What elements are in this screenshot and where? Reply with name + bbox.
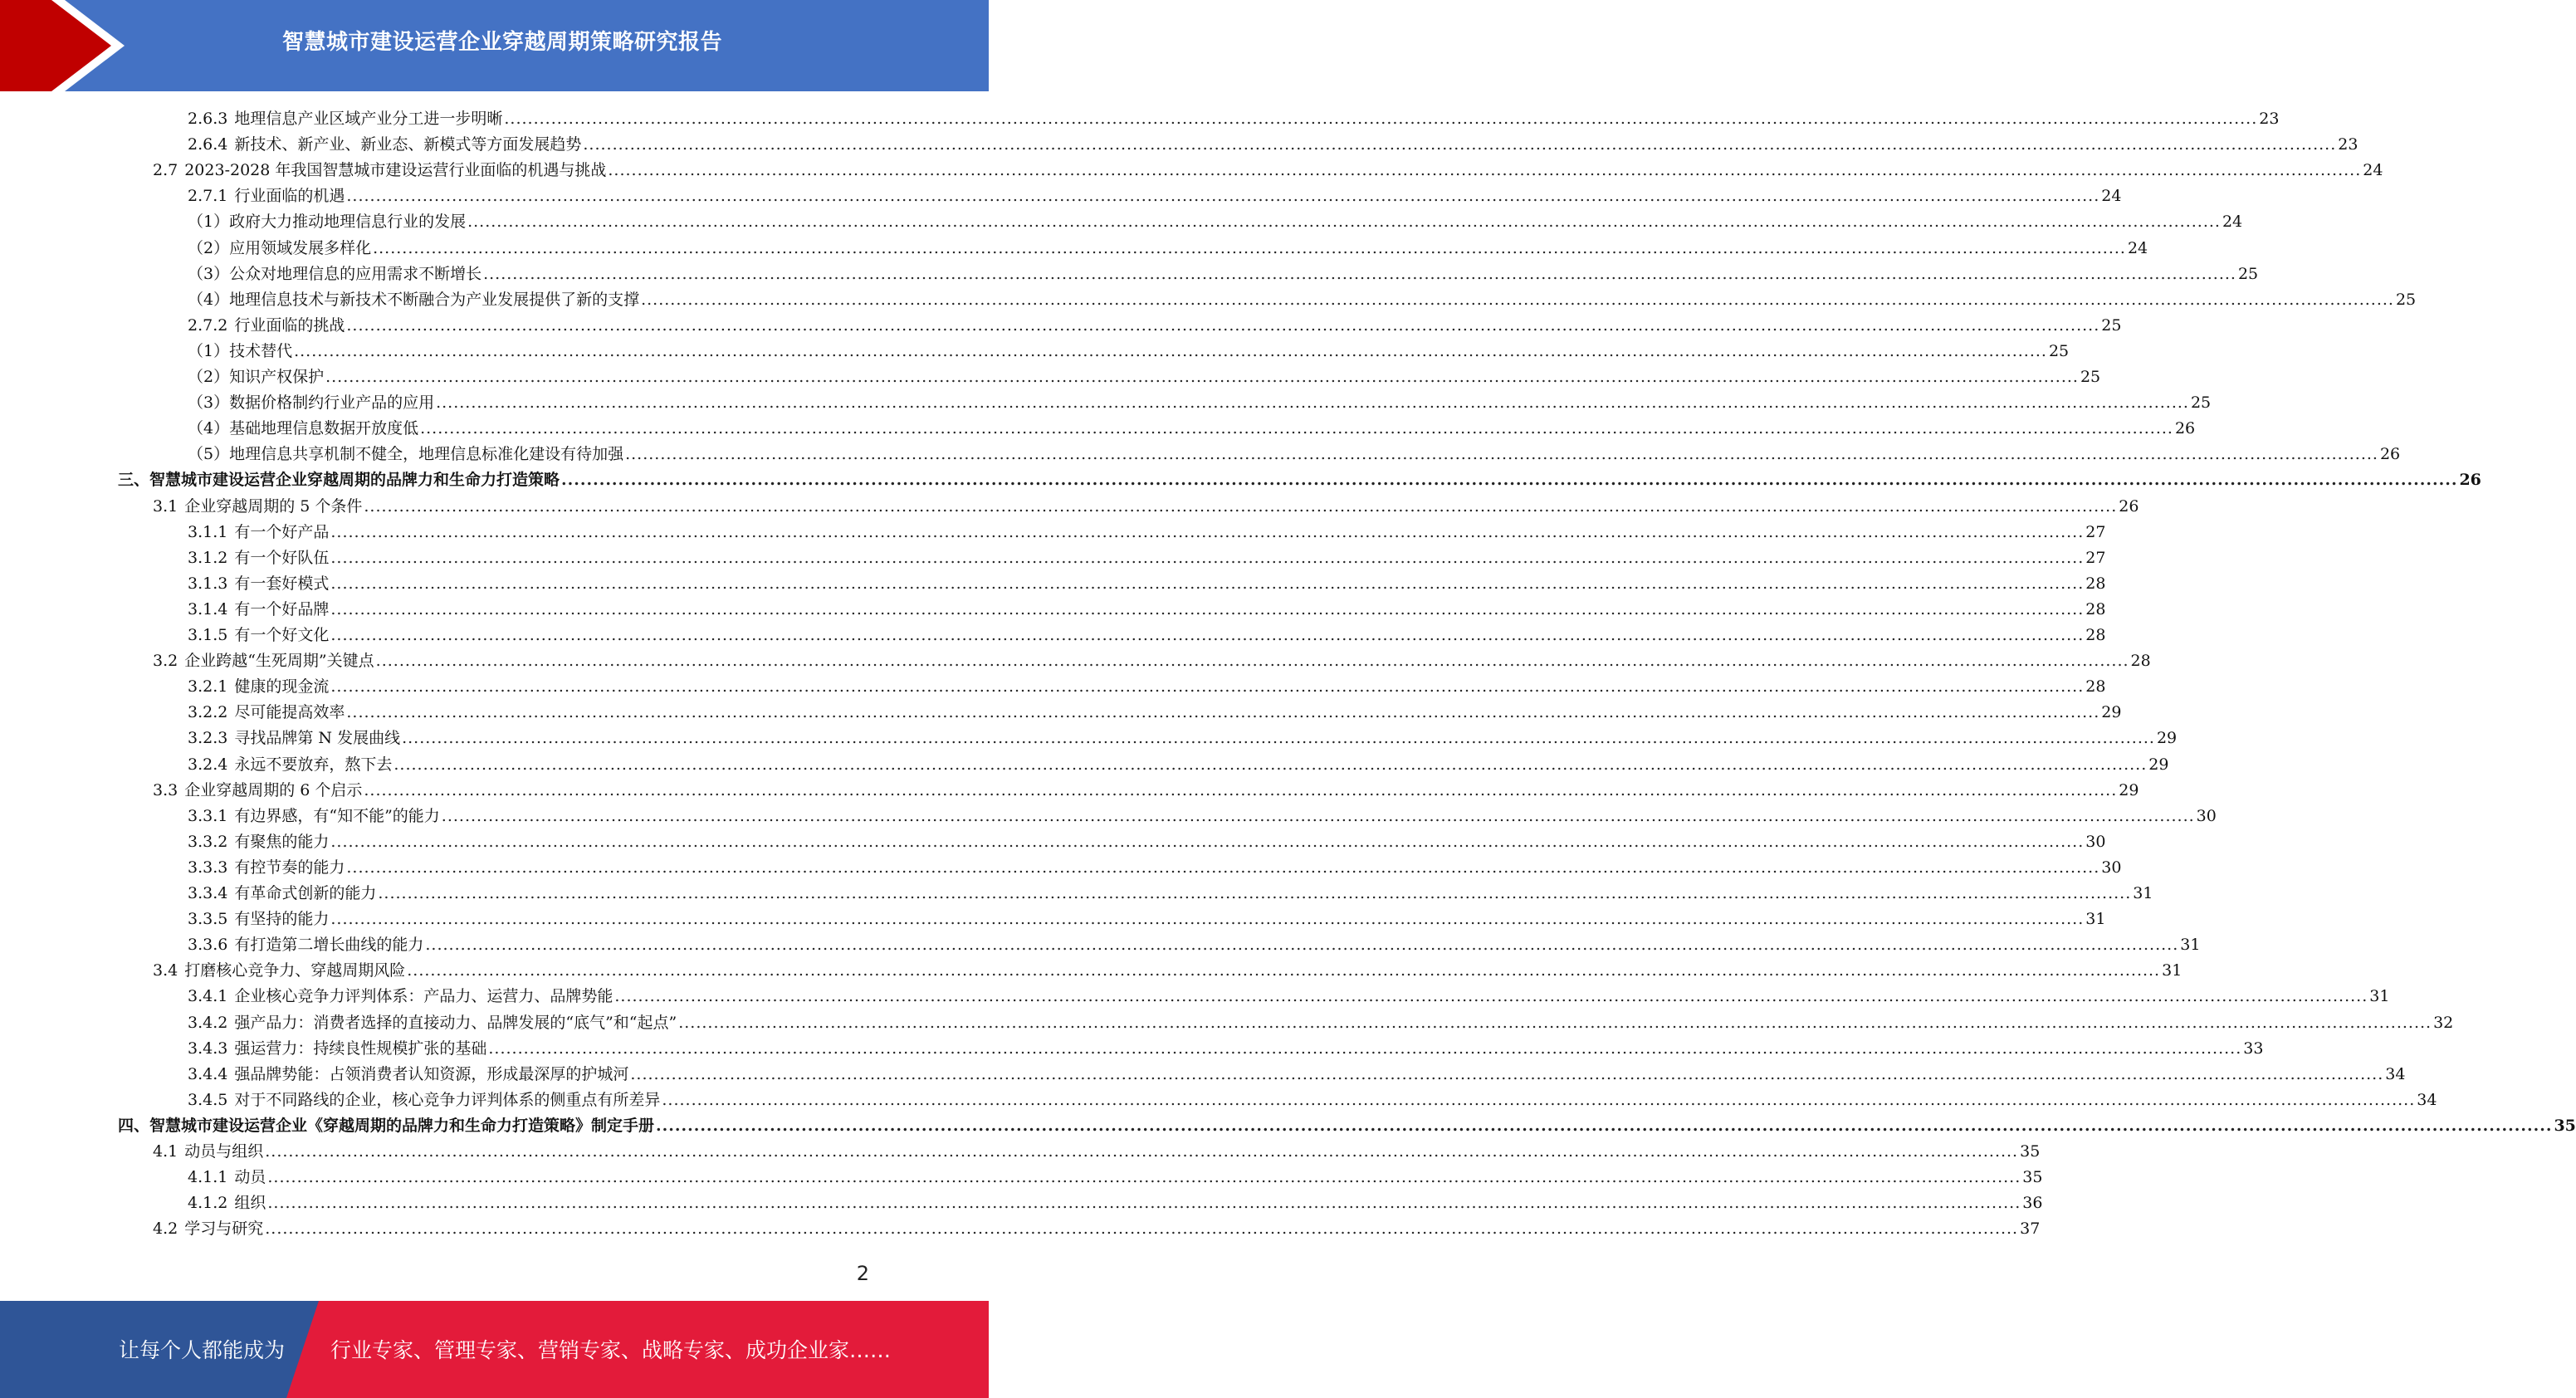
toc-dot-leader: ............................................................................................................................................................................................................................................................................................................: [393, 755, 2148, 774]
toc-entry-number: 3.2: [153, 652, 178, 670]
toc-entry[interactable]: [188, 1062, 2406, 1088]
toc-entry-title: 企业核心竞争力评判体系：产品力、运营力、品牌势能: [234, 987, 613, 1005]
toc-dot-leader: ............................................................................................................................................................................................................................................................................................................: [483, 265, 2236, 283]
toc-entry-page: 24: [2363, 161, 2383, 179]
toc-dot-leader: ............................................................................................................................................................................................................................................................................................................: [330, 523, 2085, 541]
toc-dot-leader: ............................................................................................................................................................................................................................................................................................................: [641, 291, 2394, 309]
toc-entry[interactable]: [188, 597, 2106, 623]
toc-entry[interactable]: [188, 390, 2212, 416]
toc-entry-page: 35: [2022, 1168, 2043, 1186]
toc-entry-title: （1）政府大力推动地理信息行业的发展: [188, 213, 467, 231]
toc-entry-page: 35: [2554, 1117, 2576, 1135]
toc-entry-number: 3.4: [153, 961, 178, 980]
toc-entry-page: 23: [2338, 135, 2358, 154]
toc-entry[interactable]: [188, 752, 2169, 778]
toc-entry-page: 31: [2369, 987, 2390, 1005]
toc-entry-page: 32: [2433, 1014, 2454, 1032]
toc-entry-number: 3.2.4: [188, 755, 228, 774]
toc-entry-title: （1）技术替代: [188, 342, 293, 360]
toc-entry[interactable]: [188, 287, 2417, 313]
toc-entry-title: 动员: [234, 1168, 266, 1186]
toc-entry-title: 三、智慧城市建设运营企业穿越周期的品牌力和生命力打造策略: [118, 471, 560, 489]
toc-entry-page: 34: [2385, 1065, 2406, 1083]
toc-entry-title: 有一个好文化: [234, 626, 330, 644]
toc-dot-leader: ............................................................................................................................................................................................................................................................................................................: [346, 858, 2100, 877]
toc-dot-leader: ............................................................................................................................................................................................................................................................................................................: [608, 161, 2362, 179]
toc-entry[interactable]: [188, 907, 2106, 932]
toc-entry-number: 3.2.3: [188, 729, 228, 747]
toc-entry-title: 有边界感，有“知不能”的能力: [234, 807, 440, 825]
toc-dot-leader: ............................................................................................................................................................................................................................................................................................................: [656, 1117, 2553, 1135]
toc-entry-title: （4）地理信息技术与新技术不断融合为产业发展提供了新的支撑: [188, 291, 640, 309]
toc-entry-page: 33: [2243, 1039, 2264, 1058]
toc-entry-page: 31: [2085, 910, 2106, 928]
toc-dot-leader: ............................................................................................................................................................................................................................................................................................................: [488, 1039, 2242, 1058]
toc-entry-title: 行业面临的挑战: [234, 316, 345, 335]
toc-entry-title: 寻找品牌第 N 发展曲线: [234, 729, 401, 747]
toc-entry-page: 30: [2085, 833, 2106, 851]
toc-entry[interactable]: [188, 442, 2401, 467]
toc-entry-page: 24: [2127, 239, 2148, 257]
toc-entry[interactable]: [188, 183, 2122, 209]
toc-entry[interactable]: [118, 467, 2481, 493]
toc-entry-number: 3.3.2: [188, 833, 228, 851]
toc-entry-page: 37: [2020, 1220, 2041, 1238]
toc-entry-number: 3.2.1: [188, 677, 228, 696]
toc-entry[interactable]: [188, 313, 2122, 339]
toc-entry-title: 行业面临的机遇: [234, 187, 345, 205]
toc-entry[interactable]: [188, 623, 2106, 648]
toc-entry[interactable]: [153, 778, 2139, 804]
toc-entry[interactable]: [188, 1165, 2043, 1190]
toc-entry-page: 25: [2101, 316, 2122, 335]
toc-dot-leader: ............................................................................................................................................................................................................................................................................................................: [364, 497, 2118, 516]
toc-dot-leader: ............................................................................................................................................................................................................................................................................................................: [436, 393, 2189, 412]
toc-entry-number: 3.3: [153, 781, 178, 799]
toc-entry-title: 有一个好品牌: [234, 600, 330, 618]
toc-entry[interactable]: [188, 520, 2106, 545]
toc-dot-leader: ............................................................................................................................................................................................................................................................................................................: [583, 135, 2337, 154]
toc-entry[interactable]: [188, 674, 2106, 700]
toc-entry-title: 强运营力：持续良性规模扩张的基础: [234, 1039, 487, 1058]
toc-entry-title: 对于不同路线的企业，核心竞争力评判体系的侧重点有所差异: [234, 1091, 661, 1109]
toc-entry-page: 29: [2101, 703, 2122, 721]
toc-dot-leader: ............................................................................................................................................................................................................................................................................................................: [265, 1142, 2019, 1161]
toc-entry-number: 4.2: [153, 1220, 178, 1238]
toc-entry[interactable]: [188, 209, 2243, 235]
toc-entry-page: 24: [2222, 213, 2243, 231]
toc-entry-title: 健康的现金流: [234, 677, 330, 696]
toc-entry-page: 35: [2020, 1142, 2041, 1161]
toc-dot-leader: ............................................................................................................................................................................................................................................................................................................: [614, 987, 2368, 1005]
toc-entry-number: 2.7.2: [188, 316, 228, 335]
toc-entry-number: 4.1.1: [188, 1168, 228, 1186]
toc-dot-leader: ............................................................................................................................................................................................................................................................................................................: [267, 1194, 2021, 1212]
toc-entry[interactable]: [153, 1216, 2041, 1242]
toc-entry-number: 3.1: [153, 497, 178, 516]
toc-entry-title: （2）应用领域发展多样化: [188, 239, 372, 257]
toc-entry-number: 3.3.6: [188, 936, 228, 954]
toc-dot-leader: ............................................................................................................................................................................................................................................................................................................: [373, 239, 2126, 257]
toc-entry-title: 动员与组织: [184, 1142, 264, 1161]
toc-entry[interactable]: [188, 545, 2106, 571]
toc-entry[interactable]: [188, 804, 2217, 829]
toc-entry-page: 29: [2156, 729, 2178, 747]
toc-dot-leader: ............................................................................................................................................................................................................................................................................................................: [402, 729, 2155, 747]
toc-dot-leader: ............................................................................................................................................................................................................................................................................................................: [330, 677, 2085, 696]
toc-entry[interactable]: [188, 416, 2196, 442]
toc-entry-number: 3.3.4: [188, 884, 228, 902]
toc-entry[interactable]: [188, 1088, 2437, 1113]
toc-entry-title: 强品牌势能：占领消费者认知资源，形成最深厚的护城河: [234, 1065, 629, 1083]
toc-entry-page: 28: [2085, 600, 2106, 618]
toc-entry-number: 3.2.2: [188, 703, 228, 721]
page-header: [0, 0, 989, 91]
toc-entry-title: 打磨核心竞争力、穿越周期风险: [184, 961, 406, 980]
toc-entry-title: 强产品力：消费者选择的直接动力、品牌发展的“底气”和“起点”: [234, 1014, 677, 1032]
toc-entry-page: 31: [2162, 961, 2183, 980]
toc-dot-leader: ............................................................................................................................................................................................................................................................................................................: [330, 833, 2085, 851]
toc-entry-page: 26: [2459, 471, 2481, 489]
toc-entry-title: 尽可能提高效率: [234, 703, 345, 721]
toc-entry-title: 组织: [234, 1194, 266, 1212]
toc-dot-leader: ............................................................................................................................................................................................................................................................................................................: [420, 419, 2173, 437]
toc-entry-title: （4）基础地理信息数据开放度低: [188, 419, 419, 437]
toc-entry-number: 2.6.4: [188, 135, 228, 154]
toc-entry-number: 3.4.4: [188, 1065, 228, 1083]
toc-entry-page: 27: [2085, 549, 2106, 567]
toc-dot-leader: ............................................................................................................................................................................................................................................................................................................: [267, 1168, 2021, 1186]
toc-dot-leader: ............................................................................................................................................................................................................................................................................................................: [467, 213, 2221, 231]
toc-dot-leader: ............................................................................................................................................................................................................................................................................................................: [325, 368, 2079, 386]
toc-entry[interactable]: [188, 1010, 2454, 1036]
toc-entry-number: 4.1.2: [188, 1194, 228, 1212]
toc-entry-title: （3）公众对地理信息的应用需求不断增长: [188, 265, 482, 283]
toc-dot-leader: ............................................................................................................................................................................................................................................................................................................: [294, 342, 2047, 360]
toc-entry-page: 26: [2174, 419, 2196, 437]
toc-entry-title: 地理信息产业区域产业分工进一步明晰: [234, 110, 503, 128]
toc-dot-leader: ............................................................................................................................................................................................................................................................................................................: [346, 703, 2100, 721]
toc-entry-number: 2.7: [153, 161, 178, 179]
toc-entry-page: 26: [2119, 497, 2139, 516]
toc-entry-number: 3.4.2: [188, 1014, 228, 1032]
toc-entry-number: 3.1.5: [188, 626, 228, 644]
toc-entry[interactable]: [118, 1113, 2576, 1139]
toc-entry-number: 3.3.5: [188, 910, 228, 928]
toc-entry[interactable]: [188, 984, 2390, 1009]
toc-entry-page: 24: [2101, 187, 2122, 205]
toc-entry[interactable]: [188, 236, 2148, 262]
toc-entry-title: 有一个好产品: [234, 523, 330, 541]
toc-entry-title: 企业穿越周期的 6 个启示: [184, 781, 363, 799]
toc-entry-page: 31: [2180, 936, 2201, 954]
toc-entry-title: 四、智慧城市建设运营企业《穿越周期的品牌力和生命力打造策略》制定手册: [118, 1117, 655, 1135]
toc-entry-number: 3.1.2: [188, 549, 228, 567]
toc-dot-leader: ............................................................................................................................................................................................................................................................................................................: [330, 910, 2085, 928]
toc-entry-number: 2.6.3: [188, 110, 228, 128]
toc-entry-page: 29: [2148, 755, 2169, 774]
toc-entry-title: 企业跨越“生死周期”关键点: [184, 652, 374, 670]
toc-entry-page: 25: [2190, 393, 2212, 412]
toc-dot-leader: ............................................................................................................................................................................................................................................................................................................: [407, 961, 2161, 980]
toc-entry-title: 有打造第二增长曲线的能力: [234, 936, 424, 954]
toc-entry-page: 27: [2085, 523, 2106, 541]
toc-entry-title: 永远不要放弃，熬下去: [234, 755, 393, 774]
toc-entry-page: 25: [2048, 342, 2070, 360]
toc-entry-number: 2.7.1: [188, 187, 228, 205]
toc-entry-title: 有聚焦的能力: [234, 833, 330, 851]
toc-entry-page: 25: [2395, 291, 2417, 309]
toc-entry[interactable]: [188, 726, 2178, 751]
toc-entry[interactable]: [188, 262, 2259, 287]
toc-entry-page: 23: [2259, 110, 2280, 128]
toc-entry-title: 2023-2028 年我国智慧城市建设运营行业面临的机遇与挑战: [184, 161, 607, 179]
toc-dot-leader: ............................................................................................................................................................................................................................................................................................................: [330, 549, 2085, 567]
toc-dot-leader: ............................................................................................................................................................................................................................................................................................................: [425, 936, 2179, 954]
toc-dot-leader: ............................................................................................................................................................................................................................................................................................................: [662, 1091, 2416, 1109]
toc-entry-title: 有控节奏的能力: [234, 858, 345, 877]
toc-entry[interactable]: [188, 700, 2122, 726]
toc-entry-page: 28: [2130, 652, 2151, 670]
toc-entry-title: 有坚持的能力: [234, 910, 330, 928]
toc-entry[interactable]: [188, 106, 2280, 132]
toc-entry-page: 25: [2080, 368, 2101, 386]
toc-dot-leader: ............................................................................................................................................................................................................................................................................................................: [330, 626, 2085, 644]
report-title: 智慧城市建设运营企业穿越周期策略研究报告: [281, 30, 722, 55]
toc-entry-page: 30: [2196, 807, 2217, 825]
toc-entry-page: 28: [2085, 677, 2106, 696]
toc-entry[interactable]: [188, 571, 2106, 597]
toc-entry-number: 4.1: [153, 1142, 178, 1161]
toc-entry-number: 3.3.3: [188, 858, 228, 877]
toc-entry-page: 36: [2022, 1194, 2043, 1212]
footer-slogan-right: 行业专家、管理专家、营销专家、战略专家、成功企业家……: [330, 1338, 892, 1362]
toc-entry-number: 3.4.3: [188, 1039, 228, 1058]
toc-dot-leader: ............................................................................................................................................................................................................................................................................................................: [625, 445, 2378, 463]
toc-entry[interactable]: [188, 855, 2122, 881]
toc-entry-number: 3.1.3: [188, 574, 228, 593]
toc-entry-page: 26: [2379, 445, 2401, 463]
toc-entry-title: 企业穿越周期的 5 个条件: [184, 497, 363, 516]
toc-entry-number: 3.3.1: [188, 807, 228, 825]
toc-entry-title: 学习与研究: [184, 1220, 264, 1238]
toc-entry-title: （5）地理信息共享机制不健全，地理信息标准化建设有待加强: [188, 445, 624, 463]
toc-entry[interactable]: [153, 648, 2151, 674]
page-footer: [0, 1301, 989, 1398]
toc-entry-title: 有革命式创新的能力: [234, 884, 377, 902]
footer-slogan-left: 让每个人都能成为: [119, 1338, 286, 1362]
toc-entry-title: （2）知识产权保护: [188, 368, 325, 386]
toc-dot-leader: ............................................................................................................................................................................................................................................................................................................: [346, 316, 2100, 335]
toc-entry[interactable]: [188, 829, 2106, 855]
toc-entry[interactable]: [153, 958, 2183, 984]
toc-entry-page: 30: [2101, 858, 2122, 877]
toc-entry[interactable]: [188, 1190, 2043, 1216]
toc-dot-leader: ............................................................................................................................................................................................................................................................................................................: [441, 807, 2195, 825]
toc-dot-leader: ............................................................................................................................................................................................................................................................................................................: [330, 574, 2085, 593]
toc-dot-leader: ............................................................................................................................................................................................................................................................................................................: [375, 652, 2129, 670]
toc-entry-number: 3.4.1: [188, 987, 228, 1005]
toc-dot-leader: ............................................................................................................................................................................................................................................................................................................: [346, 187, 2100, 205]
toc-entry-page: 34: [2417, 1091, 2437, 1109]
toc-dot-leader: ............................................................................................................................................................................................................................................................................................................: [630, 1065, 2384, 1083]
toc-entry-number: 3.1.1: [188, 523, 228, 541]
toc-dot-leader: ............................................................................................................................................................................................................................................................................................................: [330, 600, 2085, 618]
toc-dot-leader: ............................................................................................................................................................................................................................................................................................................: [364, 781, 2118, 799]
toc-entry-number: 3.1.4: [188, 600, 228, 618]
toc-dot-leader: ............................................................................................................................................................................................................................................................................................................: [678, 1014, 2432, 1032]
toc-dot-leader: ............................................................................................................................................................................................................................................................................................................: [504, 110, 2258, 128]
toc-entry[interactable]: [153, 158, 2383, 183]
toc-entry[interactable]: [153, 1139, 2041, 1165]
toc-entry-number: 3.4.5: [188, 1091, 228, 1109]
toc-entry-page: 31: [2133, 884, 2153, 902]
toc-dot-leader: ............................................................................................................................................................................................................................................................................................................: [378, 884, 2132, 902]
toc-entry[interactable]: [188, 881, 2153, 907]
toc-dot-leader: ............................................................................................................................................................................................................................................................................................................: [561, 471, 2458, 489]
toc-entry[interactable]: [188, 339, 2070, 364]
toc-entry[interactable]: [188, 132, 2358, 158]
toc-entry-page: 28: [2085, 574, 2106, 593]
page-number: 2: [856, 1262, 869, 1285]
toc-entry-title: 有一套好模式: [234, 574, 330, 593]
toc-entry[interactable]: [188, 1036, 2264, 1062]
toc-entry-title: 有一个好队伍: [234, 549, 330, 567]
toc-entry-page: 28: [2085, 626, 2106, 644]
toc-entry-title: 新技术、新产业、新业态、新模式等方面发展趋势: [234, 135, 582, 154]
toc-entry-page: 29: [2119, 781, 2139, 799]
toc-entry[interactable]: [188, 364, 2101, 390]
toc-entry-title: （3）数据价格制约行业产品的应用: [188, 393, 435, 412]
toc-entry[interactable]: [188, 932, 2201, 958]
toc-dot-leader: ............................................................................................................................................................................................................................................................................................................: [265, 1220, 2019, 1238]
toc-entry[interactable]: [153, 494, 2139, 520]
toc-entry-page: 25: [2237, 265, 2259, 283]
